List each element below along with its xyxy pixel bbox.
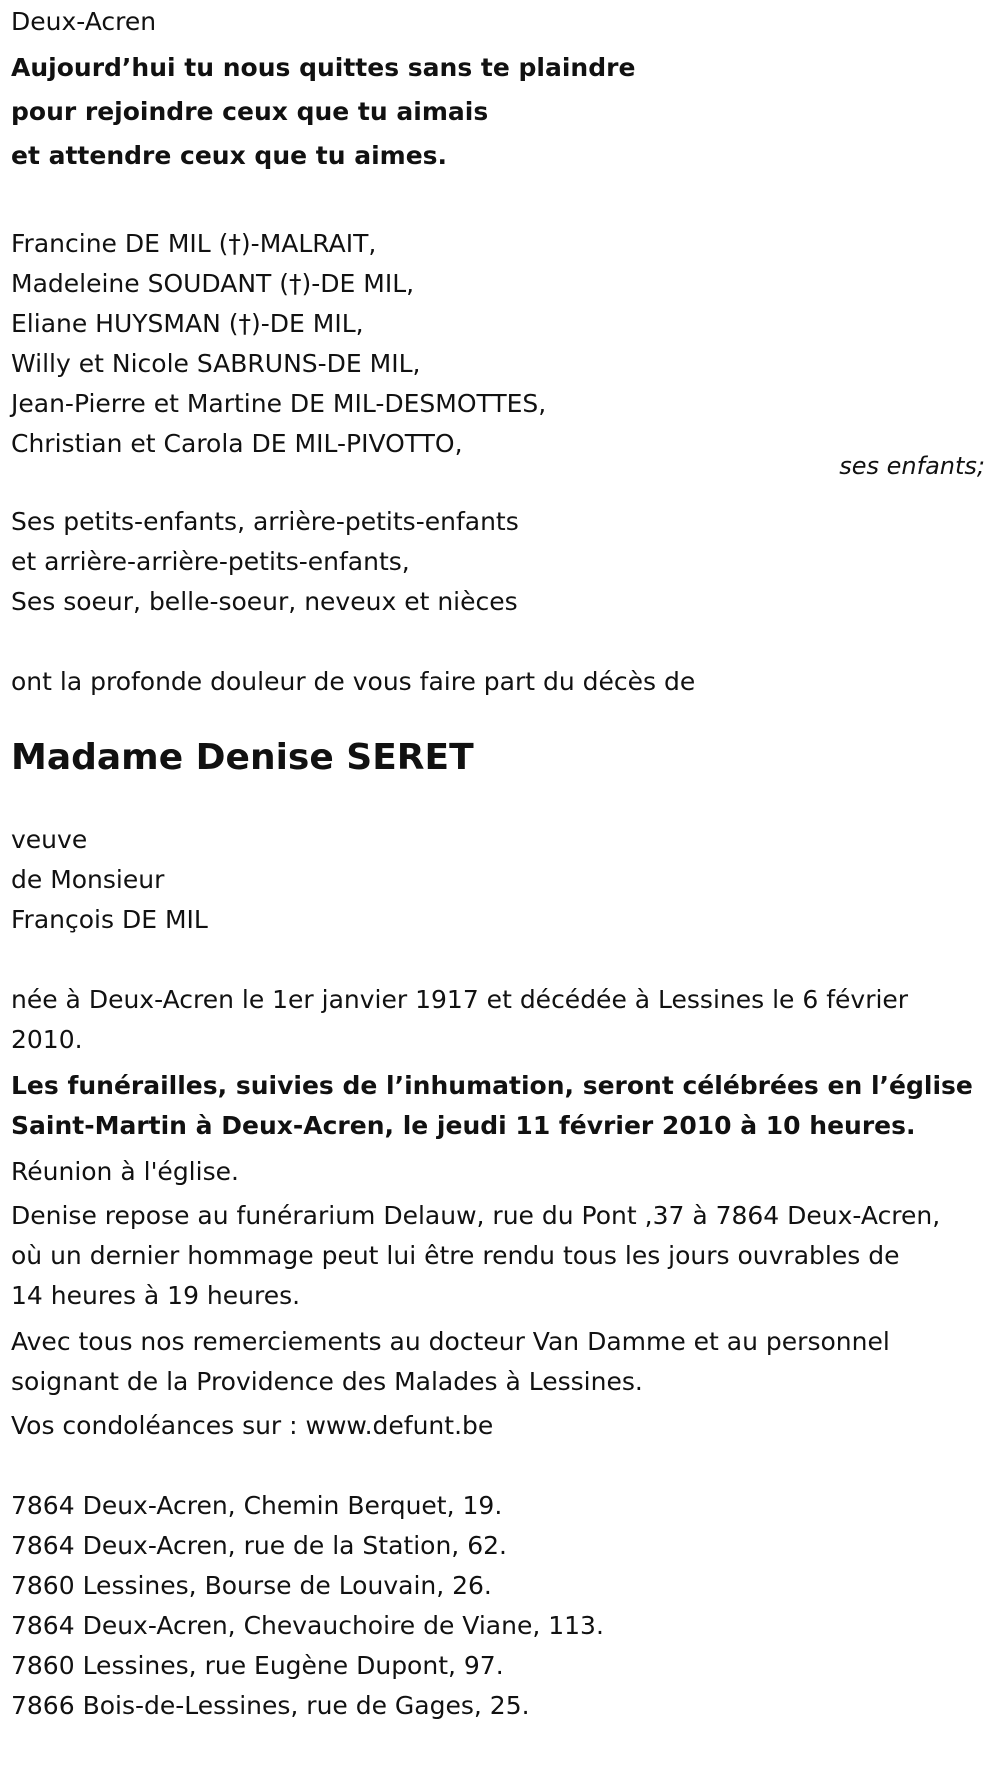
child-entry: Francine DE MIL (†)-MALRAIT, [11,229,377,258]
children-role: ses enfants; [839,452,985,480]
child-entry: Madeleine SOUDANT (†)-DE MIL, [11,269,415,298]
funeral-line: Les funérailles, suivies de l’inhumation, seront célébrées en l’église [11,1071,973,1100]
poem-line: et attendre ceux que tu aimes. [11,141,448,170]
meeting: Réunion à l'église. [11,1157,239,1186]
visitation-line: 14 heures à 19 heures. [11,1281,301,1310]
child-entry: Christian et Carola DE MIL-PIVOTTO, [11,429,463,458]
poem-line: Aujourd’hui tu nous quittes sans te plaindre [11,53,636,82]
widow-info [11,820,991,940]
address-line: 7866 Bois-de-Lessines, rue de Gages, 25. [11,1691,530,1720]
condolences: Vos condoléances sur : www.defunt.be [11,1411,494,1440]
thanks-line: Avec tous nos remerciements au docteur Van Damme et au personnel [11,1327,890,1356]
address-list [11,1486,991,1726]
poem [11,46,991,178]
family-line: et arrière-arrière-petits-enfants, [11,547,410,576]
thanks [11,1322,991,1402]
child-entry: Jean-Pierre et Martine DE MIL-DESMOTTES, [11,389,547,418]
address-line: 7860 Lessines, rue Eugène Dupont, 97. [11,1651,504,1680]
visitation [11,1196,991,1316]
birth-death: née à Deux-Acren le 1er janvier 1917 et décédée à Lessines le 6 février 2010. [11,985,909,1054]
children-list [11,224,991,480]
family-list [11,502,991,622]
deceased-name: Madame Denise SERET [11,737,474,778]
obituary-notice [11,0,991,1726]
address-line: 7864 Deux-Acren, Chevauchoire de Viane, 113. [11,1611,604,1640]
location-header: Deux-Acren [11,7,157,36]
widow-line: veuve [11,825,88,854]
poem-line: pour rejoindre ceux que tu aimais [11,97,489,126]
address-line: 7864 Deux-Acren, Chemin Berquet, 19. [11,1491,503,1520]
visitation-line: Denise repose au funérarium Delauw, rue du Pont ,37 à 7864 Deux-Acren, [11,1201,941,1230]
family-line: Ses petits-enfants, arrière-petits-enfants [11,507,519,536]
family-line: Ses soeur, belle-soeur, neveux et nièces [11,587,518,616]
widow-line: François DE MIL [11,905,208,934]
funeral-info [11,1066,991,1146]
child-entry: Willy et Nicole SABRUNS-DE MIL, [11,349,421,378]
thanks-line: soignant de la Providence des Malades à Lessines. [11,1367,643,1396]
announcement: ont la profonde douleur de vous faire part du décès de [11,667,696,696]
widow-line: de Monsieur [11,865,165,894]
child-entry: Eliane HUYSMAN (†)-DE MIL, [11,309,364,338]
visitation-line: où un dernier hommage peut lui être rendu tous les jours ouvrables de [11,1241,900,1270]
funeral-line: Saint-Martin à Deux-Acren, le jeudi 11 février 2010 à 10 heures. [11,1111,916,1140]
address-line: 7860 Lessines, Bourse de Louvain, 26. [11,1571,492,1600]
address-line: 7864 Deux-Acren, rue de la Station, 62. [11,1531,507,1560]
